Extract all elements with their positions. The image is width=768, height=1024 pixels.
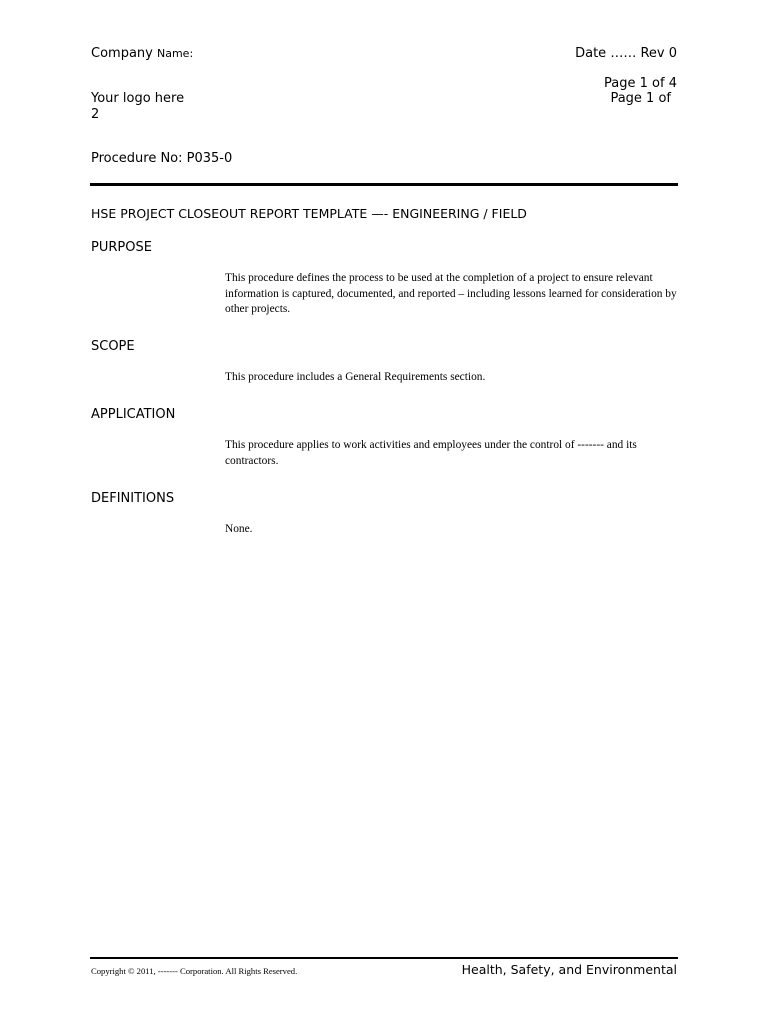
company-label: Company [91, 46, 153, 61]
logo-placeholder: Your logo here 2 [91, 91, 185, 122]
company-name-label [91, 46, 193, 61]
section-body-purpose: This procedure defines the process to be used at the completion of a project to ensure relevant information is captured, documented, and reported – including lessons learned for consideration by other projects. [225, 272, 677, 315]
date-rev: Date …… Rev 0 [575, 46, 677, 61]
section-heading-application: APPLICATION [91, 407, 176, 422]
footer-department: Health, Safety, and Environmental [461, 962, 677, 977]
page-number: Page 1 of 4 [604, 76, 677, 91]
name-label: Name: [157, 47, 194, 60]
section-body-scope: This procedure includes a General Requirements section. [225, 371, 486, 383]
footer-copyright: Copyright © 2011, ------- Corporation. All Rights Reserved. [91, 966, 298, 976]
page-number-secondary: Page 1 of [610, 91, 671, 106]
section-heading-definitions: DEFINITIONS [91, 491, 175, 506]
document-title: HSE PROJECT CLOSEOUT REPORT TEMPLATE —- ENGINEERING / FIELD [91, 206, 527, 221]
procedure-number: Procedure No: P035-0 [91, 151, 233, 166]
section-body-application: This procedure applies to work activities and employees under the control of ------- and its contractors. [225, 439, 637, 467]
header-divider [90, 183, 678, 186]
section-heading-scope: SCOPE [91, 339, 135, 354]
section-heading-purpose: PURPOSE [91, 240, 152, 255]
section-body-definitions: None. [225, 523, 253, 535]
footer-divider [90, 957, 678, 959]
